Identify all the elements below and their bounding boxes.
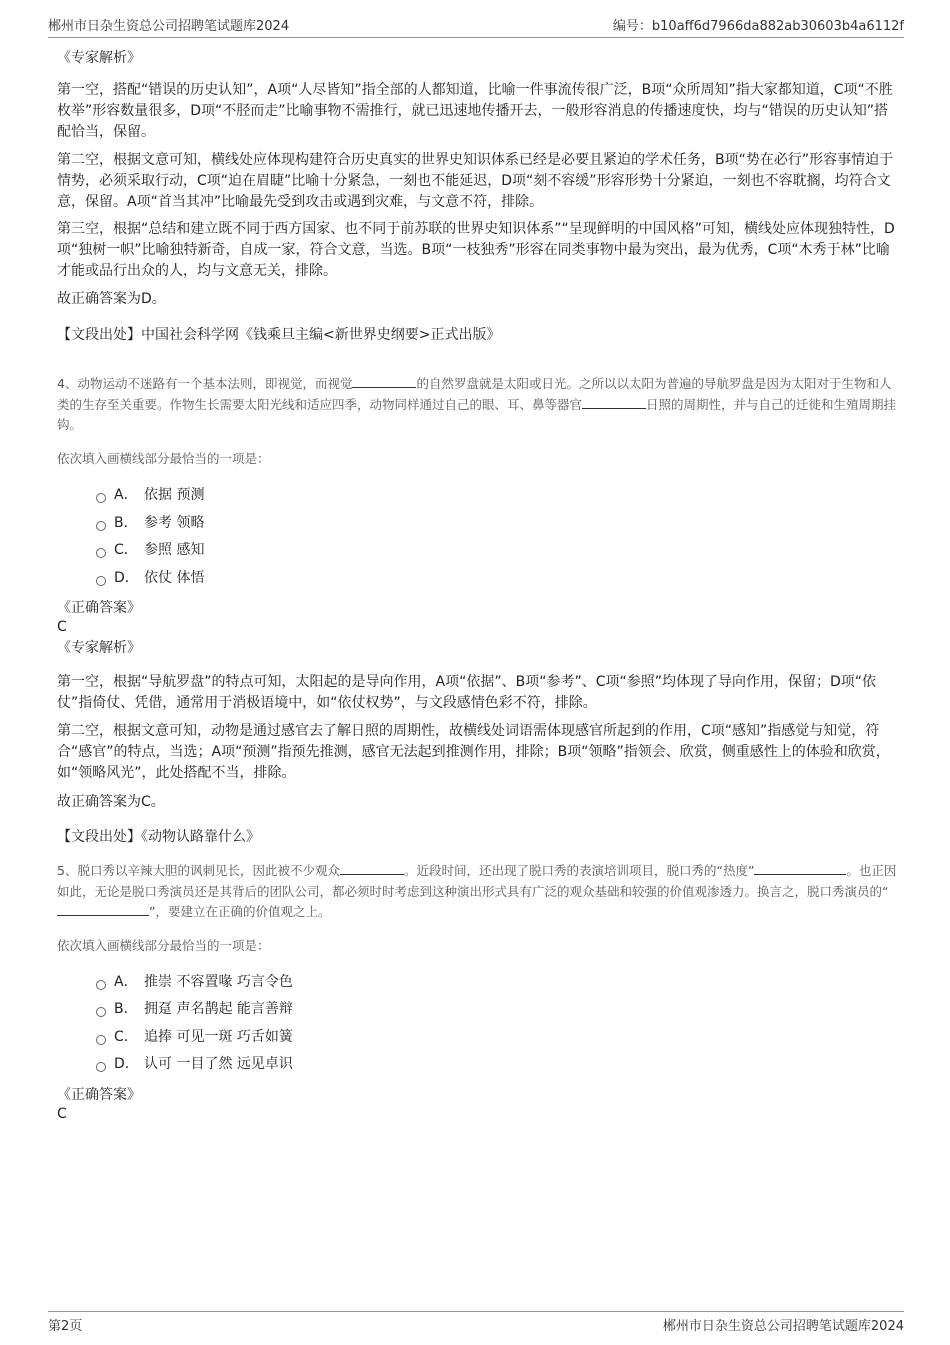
q3-conclusion: 故正确答案为D。 xyxy=(57,291,166,307)
q4-answer-label: 《正确答案》 xyxy=(57,600,141,616)
q3-analysis-para3: 第三空，根据“总结和建立既不同于西方国家、也不同于前苏联的世界史知识体系”“呈现鲜明的中国风格”可知，横线处应体现独特性，D项“独树一帜”比喻独特新奇，自成一家，符合文意，当选。B项“一枝独秀”形容在同类事物中最为突出，最为优秀，C项“木秀于林”比喻才能或品行出众的人，均与文意无关，排除。 xyxy=(57,221,895,279)
radio-icon[interactable] xyxy=(96,1062,106,1072)
q5-text-d: ”，要建立在正确的价值观之上。 xyxy=(149,904,331,919)
page-number: 第2页 xyxy=(48,1319,83,1334)
q3-analysis-label: 《专家解析》 xyxy=(57,50,141,66)
q4-text-c: 日照的周期性，并与自己的迁徙和生殖周期挂钩。 xyxy=(57,396,897,432)
q4-analysis-para2: 第二空，根据文意可知，动物是通过感官去了解日照的周期性，故横线处词语需体现感官所起到的作用，C项“感知”指感觉与知觉，符合“感官”的特点，当选；A项“预测”指预先推测，感官无法起到推测作用，排除；B项“领略”指领会、欣赏，侧重感性上的体验和欣赏，如“领略风光”，此处搭配不当，排除。 xyxy=(57,723,890,781)
q5-option-c[interactable]: C． 追捧 可见一斑 巧舌如簧 xyxy=(96,1027,293,1047)
radio-icon[interactable] xyxy=(96,521,106,531)
q5-text-a: 5、脱口秀以辛辣大胆的讽刺见长，因此被不少观众 xyxy=(57,863,340,878)
q4-option-c[interactable]: C． 参照 感知 xyxy=(96,540,204,560)
radio-icon[interactable] xyxy=(96,980,106,990)
q5-option-a[interactable]: A． 推崇 不容置喙 巧言令色 xyxy=(96,972,293,992)
radio-icon[interactable] xyxy=(96,1035,106,1045)
radio-icon[interactable] xyxy=(96,493,106,503)
footer-title: 郴州市日杂生资总公司招聘笔试题库2024 xyxy=(662,1319,904,1334)
q5-prompt: 依次填入画横线部分最恰当的一项是： xyxy=(57,938,270,953)
q5-answer: C xyxy=(57,1106,67,1122)
q4-answer: C xyxy=(57,619,67,635)
radio-icon[interactable] xyxy=(96,1007,106,1017)
q5-text-c: 。也正因如此，无论是脱口秀演员还是其背后的团队公司，都必须时时考虑到这种演出形式具有广泛的观众基础和较强的价值观渗透力。换言之，脱口秀演员的“ xyxy=(57,863,897,899)
q5-option-b[interactable]: B． 拥趸 声名鹊起 能言善辩 xyxy=(96,999,293,1019)
q5-text-b: 。近段时间，还出现了脱口秀的表演培训项目，脱口秀的“热度” xyxy=(403,863,755,878)
q4-blank-1 xyxy=(352,375,416,388)
q4-analysis-label: 《专家解析》 xyxy=(57,640,141,656)
q5-blank-1 xyxy=(340,862,404,875)
q3-analysis-para2: 第二空，根据文意可知，横线处应体现构建符合历史真实的世界史知识体系已经是必要且紧迫的学术任务，B项“势在必行”形容事情迫于情势，必须采取行动，C项“迫在眉睫”比喻十分紧急，一刻也不能延迟，D项“刻不容缓”形容形势十分紧迫，一刻也不容耽搁，均符合文意，保留。A项“首当其冲”比喻最先受到攻击或遇到灾难，与文意不符，排除。 xyxy=(57,152,894,210)
q4-analysis-para1: 第一空，根据“导航罗盘”的特点可知，太阳起的是导向作用，A项“依据”、B项“参考”、C项“参照”均体现了导向作用，保留；D项“依仗”指倚仗、凭借，通常用于消极语境中，如“依仗权势”，与文段感情色彩不符，排除。 xyxy=(57,674,877,711)
q4-option-b[interactable]: B． 参考 领略 xyxy=(96,513,204,533)
q4-option-a[interactable]: A． 依据 预测 xyxy=(96,485,204,505)
q4-prompt: 依次填入画横线部分最恰当的一项是： xyxy=(57,451,270,466)
header-title: 郴州市日杂生资总公司招聘笔试题库2024 xyxy=(48,19,290,34)
q4-blank-2 xyxy=(582,396,646,409)
q3-source: 【文段出处】中国社会科学网《钱乘旦主编<新世界史纲要>正式出版》 xyxy=(57,327,501,343)
header-serial: 编号：b10aff6d7966da882ab30603b4a6112f xyxy=(612,19,904,34)
q5-blank-3 xyxy=(57,903,149,916)
page-header xyxy=(48,13,904,38)
radio-icon[interactable] xyxy=(96,548,106,558)
q3-analysis-para1: 第一空，搭配“错误的历史认知”，A项“人尽皆知”指全部的人都知道，比喻一件事流传很广泛，B项“众所周知”指大家都知道，C项“不胜枚举”形容数量很多，D项“不胫而走”比喻事物不需推行，就已迅速地传播开去，一般形容消息的传播速度快，均与“错误的历史认知”搭配恰当，保留。 xyxy=(57,82,893,140)
q5-question xyxy=(57,861,897,923)
q4-text-b: 的自然罗盘就是太阳或日光。之所以以太阳为普遍的导航罗盘是因为太阳对于生物和人类的生存至关重要。作物生长需要太阳光线和适应四季，动物同样通过自己的眼、耳、鼻等器官 xyxy=(57,376,892,412)
q4-option-d[interactable]: D． 依仗 体悟 xyxy=(96,568,204,588)
q4-text-a: 4、动物运动不迷路有一个基本法则，即视觉，而视觉 xyxy=(57,376,353,391)
page-footer xyxy=(48,1311,904,1334)
q5-option-d[interactable]: D． 认可 一目了然 远见卓识 xyxy=(96,1054,293,1074)
q4-source: 【文段出处】《动物认路靠什么》 xyxy=(57,829,260,845)
q4-question xyxy=(57,374,897,436)
q5-blank-2 xyxy=(754,862,846,875)
q5-answer-label: 《正确答案》 xyxy=(57,1087,141,1103)
radio-icon[interactable] xyxy=(96,576,106,586)
q4-conclusion: 故正确答案为C。 xyxy=(57,794,165,810)
